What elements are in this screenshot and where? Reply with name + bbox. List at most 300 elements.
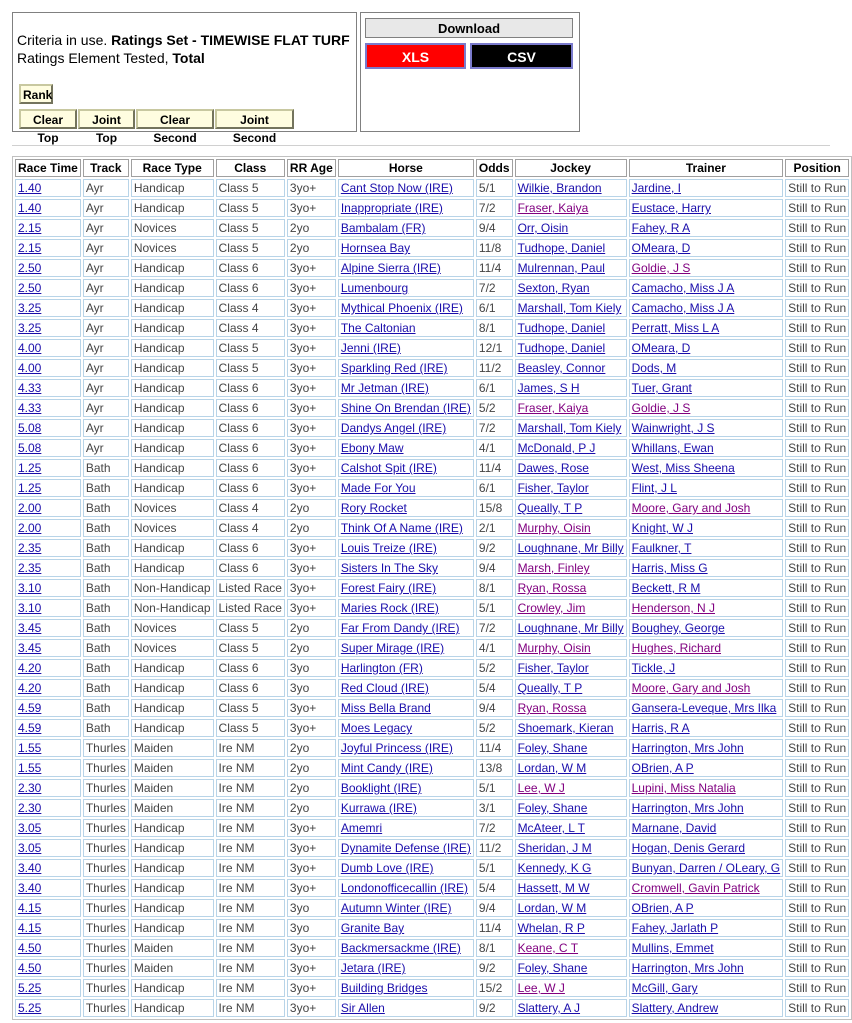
trainer-link[interactable]: Perratt, Miss L A [631,321,720,335]
trainer-link[interactable]: Harris, Miss G [631,561,708,575]
race-time-link[interactable]: 1.55 [18,761,42,775]
cell-jockey [515,459,627,477]
jockey-link[interactable]: Murphy, Oisin [517,641,591,655]
cell-horse [338,919,474,937]
horse-link[interactable]: Shine On Brendan (IRE) [340,401,471,415]
table-row [15,779,849,797]
race-time-link[interactable]: 2.50 [18,261,42,275]
race-time-link[interactable]: 1.55 [18,741,42,755]
horse-link[interactable]: Harlington (FR) [340,661,423,675]
race-time-link[interactable]: 2.35 [18,541,42,555]
horse-link[interactable]: Bambalam (FR) [340,221,426,235]
trainer-link[interactable]: OBrien, A P [631,761,694,775]
jockey-link[interactable]: Hassett, M W [517,881,590,895]
cell-class: Class 6 [216,539,285,557]
race-time-link[interactable]: 4.20 [18,681,42,695]
cell-position: Still to Run [785,179,849,197]
cell-race-type: Handicap [131,179,214,197]
horse-link[interactable]: Jetara (IRE) [340,961,406,975]
cell-odds: 11/4 [476,259,513,277]
cell-race-time [15,359,81,377]
horse-link[interactable]: Dumb Love (IRE) [340,861,434,875]
cell-position: Still to Run [785,459,849,477]
horse-link[interactable]: Sir Allen [340,1001,385,1015]
cell-odds: 13/8 [476,759,513,777]
race-time-link[interactable]: 3.45 [18,641,42,655]
race-time-link[interactable]: 3.40 [18,881,42,895]
race-time-link[interactable]: 4.59 [18,701,42,715]
race-time-link[interactable]: 1.40 [18,181,42,195]
race-time-link[interactable]: 3.10 [18,581,42,595]
column-header-trainer: Trainer [629,159,784,177]
jockey-link[interactable]: Queally, T P [517,681,583,695]
cell-horse [338,659,474,677]
rank-button[interactable]: Rank [19,84,53,104]
race-time-link[interactable]: 3.25 [18,321,42,335]
table-row [15,399,849,417]
cell-odds: 12/1 [476,339,513,357]
cell-trainer [629,859,784,877]
cell-horse [338,539,474,557]
jockey-link[interactable]: Sexton, Ryan [517,281,590,295]
cell-jockey [515,859,627,877]
jockey-link[interactable]: Kennedy, K G [517,861,592,875]
horse-link[interactable]: Made For You [340,481,416,495]
cell-class: Ire NM [216,859,285,877]
table-row [15,619,849,637]
horse-link[interactable]: Calshot Spit (IRE) [340,461,437,475]
cell-track: Bath [83,559,129,577]
table-row [15,679,849,697]
jockey-link[interactable]: Foley, Shane [517,801,588,815]
cell-trainer [629,899,784,917]
cell-race-type: Handicap [131,559,214,577]
race-time-link[interactable]: 2.30 [18,781,42,795]
cell-race-time [15,599,81,617]
table-row [15,699,849,717]
horse-link[interactable]: Alpine Sierra (IRE) [340,261,441,275]
trainer-link[interactable]: Camacho, Miss J A [631,301,735,315]
cell-rr-age: 3yo [287,679,336,697]
horse-link[interactable]: Far From Dandy (IRE) [340,621,460,635]
race-time-link[interactable]: 4.33 [18,381,42,395]
jockey-link[interactable]: Marshall, Tom Kiely [517,301,622,315]
cell-race-type: Novices [131,499,214,517]
cell-rr-age: 3yo+ [287,979,336,997]
cell-odds: 8/1 [476,939,513,957]
cell-trainer [629,339,784,357]
jockey-link[interactable]: Ryan, Rossa [517,701,587,715]
horse-link[interactable]: Granite Bay [340,921,405,935]
jockey-link[interactable]: Whelan, R P [517,921,585,935]
jockey-link[interactable]: Orr, Oisin [517,221,569,235]
cell-rr-age: 3yo+ [287,279,336,297]
cell-horse [338,519,474,537]
cell-race-type: Handicap [131,719,214,737]
cell-race-time [15,519,81,537]
jockey-link[interactable]: Tudhope, Daniel [517,241,606,255]
race-time-link[interactable]: 5.08 [18,421,42,435]
xls-download-button[interactable]: XLS [365,43,466,69]
cell-position: Still to Run [785,739,849,757]
jockey-link[interactable]: Ryan, Rossa [517,581,587,595]
cell-track: Ayr [83,379,129,397]
cell-jockey [515,179,627,197]
horse-link[interactable]: Autumn Winter (IRE) [340,901,452,915]
trainer-link[interactable]: Fahey, R A [631,221,691,235]
horse-link[interactable]: Kurrawa (IRE) [340,801,417,815]
table-row [15,639,849,657]
race-time-link[interactable]: 4.50 [18,941,42,955]
trainer-link[interactable]: OMeara, D [631,341,691,355]
cell-jockey [515,299,627,317]
clear-second-button[interactable]: Clear Second [136,109,214,129]
horse-link[interactable]: Sisters In The Sky [340,561,438,575]
column-header-jockey: Jockey [515,159,627,177]
trainer-link[interactable]: Camacho, Miss J A [631,281,735,295]
race-time-link[interactable]: 2.30 [18,801,42,815]
cell-rr-age: 3yo+ [287,299,336,317]
horse-link[interactable]: Lumenbourg [340,281,409,295]
cell-race-time [15,699,81,717]
cell-track: Bath [83,459,129,477]
race-time-link[interactable]: 5.08 [18,441,42,455]
race-time-link[interactable]: 3.05 [18,821,42,835]
ratings-element: Total [172,50,205,66]
cell-race-type: Handicap [131,699,214,717]
race-time-link[interactable]: 4.15 [18,901,42,915]
jockey-link[interactable]: Marshall, Tom Kiely [517,421,622,435]
trainer-link[interactable]: Gansera-Leveque, Mrs Ilka [631,701,777,715]
trainer-link[interactable]: Slattery, Andrew [631,1001,719,1015]
jockey-link[interactable]: Loughnane, Mr Billy [517,621,624,635]
race-time-link[interactable]: 4.00 [18,361,42,375]
trainer-link[interactable]: Bunyan, Darren / OLeary, G [631,861,781,875]
race-time-link[interactable]: 3.45 [18,621,42,635]
horse-link[interactable]: Inappropriate (IRE) [340,201,443,215]
race-time-link[interactable]: 2.00 [18,521,42,535]
race-time-link[interactable]: 3.10 [18,601,42,615]
horse-link[interactable]: Louis Treize (IRE) [340,541,437,555]
table-row [15,239,849,257]
jockey-link[interactable]: Lordan, W M [517,761,587,775]
jockey-link[interactable]: Lee, W J [517,981,565,995]
jockey-link[interactable]: Crowley, Jim [517,601,586,615]
race-time-link[interactable]: 4.20 [18,661,42,675]
race-time-link[interactable]: 1.25 [18,481,42,495]
trainer-link[interactable]: West, Miss Sheena [631,461,735,475]
cell-jockey [515,399,627,417]
cell-horse [338,899,474,917]
horse-link[interactable]: Building Bridges [340,981,428,995]
cell-horse [338,419,474,437]
cell-track: Bath [83,479,129,497]
jockey-link[interactable]: Wilkie, Brandon [517,181,602,195]
horse-link[interactable]: The Caltonian [340,321,416,335]
race-time-link[interactable]: 2.15 [18,241,42,255]
race-time-link[interactable]: 2.35 [18,561,42,575]
cell-trainer [629,399,784,417]
trainer-link[interactable]: Faulkner, T [631,541,692,555]
trainer-link[interactable]: Tickle, J [631,661,676,675]
cell-class: Class 6 [216,379,285,397]
jockey-link[interactable]: McAteer, L T [517,821,585,835]
jockey-link[interactable]: James, S H [517,381,580,395]
jockey-link[interactable]: Queally, T P [517,501,583,515]
trainer-link[interactable]: Beckett, R M [631,581,701,595]
trainer-link[interactable]: Fahey, Jarlath P [631,921,719,935]
cell-race-type: Novices [131,239,214,257]
trainer-link[interactable]: Lupini, Miss Natalia [631,781,736,795]
horse-link[interactable]: Think Of A Name (IRE) [340,521,463,535]
race-time-link[interactable]: 2.15 [18,221,42,235]
trainer-link[interactable]: OBrien, A P [631,901,694,915]
trainer-link[interactable]: Eustace, Harry [631,201,711,215]
trainer-link[interactable]: Hughes, Richard [631,641,722,655]
cell-race-time [15,899,81,917]
cell-track: Thurles [83,819,129,837]
horse-link[interactable]: Miss Bella Brand [340,701,431,715]
horse-link[interactable]: Sparkling Red (IRE) [340,361,448,375]
trainer-link[interactable]: Whillans, Ewan [631,441,714,455]
cell-jockey [515,919,627,937]
jockey-link[interactable]: Lee, W J [517,781,565,795]
horse-link[interactable]: Hornsea Bay [340,241,411,255]
table-row [15,979,849,997]
horse-link[interactable]: Mr Jetman (IRE) [340,381,429,395]
cell-race-type: Handicap [131,419,214,437]
cell-jockey [515,839,627,857]
horse-link[interactable]: Londonofficecallin (IRE) [340,881,468,895]
cell-class: Ire NM [216,759,285,777]
cell-position: Still to Run [785,219,849,237]
cell-race-time [15,559,81,577]
cell-track: Bath [83,599,129,617]
jockey-link[interactable]: Shoemark, Kieran [517,721,614,735]
trainer-link[interactable]: Dods, M [631,361,677,375]
cell-track: Ayr [83,199,129,217]
cell-trainer [629,499,784,517]
cell-rr-age: 3yo+ [287,539,336,557]
cell-class: Class 6 [216,479,285,497]
cell-race-time [15,999,81,1017]
trainer-link[interactable]: Harrington, Mrs John [631,961,744,975]
cell-race-type: Maiden [131,959,214,977]
cell-trainer [629,319,784,337]
cell-track: Thurles [83,899,129,917]
trainer-link[interactable]: Tuer, Grant [631,381,692,395]
trainer-link[interactable]: Marnane, David [631,821,717,835]
horse-link[interactable]: Rory Rocket [340,501,407,515]
joint-second-button[interactable]: Joint Second [215,109,294,129]
cell-track: Thurles [83,919,129,937]
cell-race-type: Maiden [131,779,214,797]
cell-race-type: Handicap [131,979,214,997]
trainer-link[interactable]: Moore, Gary and Josh [631,681,751,695]
race-time-link[interactable]: 2.50 [18,281,42,295]
cell-trainer [629,639,784,657]
cell-track: Ayr [83,319,129,337]
trainer-link[interactable]: Harrington, Mrs John [631,801,744,815]
table-row [15,879,849,897]
cell-rr-age: 2yo [287,499,336,517]
race-time-link[interactable]: 1.40 [18,201,42,215]
jockey-link[interactable]: Mulrennan, Paul [517,261,605,275]
jockey-link[interactable]: Fisher, Taylor [517,481,589,495]
cell-class: Class 6 [216,559,285,577]
cell-rr-age: 3yo+ [287,599,336,617]
jockey-link[interactable]: Slattery, A J [517,1001,581,1015]
cell-race-type: Non-Handicap [131,599,214,617]
race-time-link[interactable]: 4.15 [18,921,42,935]
cell-race-type: Maiden [131,799,214,817]
cell-trainer [629,979,784,997]
race-time-link[interactable]: 4.50 [18,961,42,975]
cell-odds: 7/2 [476,819,513,837]
cell-track: Bath [83,639,129,657]
trainer-link[interactable]: Wainwright, J S [631,421,715,435]
cell-track: Ayr [83,239,129,257]
cell-race-type: Handicap [131,659,214,677]
horse-link[interactable]: Backmersackme (IRE) [340,941,461,955]
trainer-link[interactable]: Hogan, Denis Gerard [631,841,746,855]
jockey-link[interactable]: Foley, Shane [517,741,588,755]
race-time-link[interactable]: 4.33 [18,401,42,415]
jockey-link[interactable]: Murphy, Oisin [517,521,591,535]
jockey-link[interactable]: Keane, C T [517,941,579,955]
cell-position: Still to Run [785,259,849,277]
cell-class: Class 6 [216,419,285,437]
cell-trainer [629,919,784,937]
cell-race-time [15,179,81,197]
jockey-link[interactable]: Marsh, Finley [517,561,590,575]
cell-rr-age: 3yo+ [287,199,336,217]
horse-link[interactable]: Dandys Angel (IRE) [340,421,447,435]
trainer-link[interactable]: Goldie, J S [631,261,691,275]
jockey-link[interactable]: Lordan, W M [517,901,587,915]
trainer-link[interactable]: Moore, Gary and Josh [631,501,751,515]
table-row [15,899,849,917]
horse-link[interactable]: Red Cloud (IRE) [340,681,429,695]
cell-odds: 4/1 [476,639,513,657]
table-row [15,739,849,757]
race-time-link[interactable]: 2.00 [18,501,42,515]
trainer-link[interactable]: Jardine, I [631,181,681,195]
race-time-link[interactable]: 5.25 [18,1001,42,1015]
jockey-link[interactable]: Foley, Shane [517,961,588,975]
cell-position: Still to Run [785,479,849,497]
race-time-link[interactable]: 3.40 [18,861,42,875]
horse-link[interactable]: Maries Rock (IRE) [340,601,439,615]
horse-link[interactable]: Mint Candy (IRE) [340,761,433,775]
cell-odds: 11/4 [476,459,513,477]
jockey-link[interactable]: Fraser, Kaiya [517,401,589,415]
jockey-link[interactable]: Sheridan, J M [517,841,592,855]
trainer-link[interactable]: Harris, R A [631,721,690,735]
cell-horse [338,679,474,697]
horse-link[interactable]: Amemri [340,821,383,835]
cell-position: Still to Run [785,339,849,357]
cell-trainer [629,699,784,717]
race-time-link[interactable]: 1.25 [18,461,42,475]
horse-link[interactable]: Dynamite Defense (IRE) [340,841,471,855]
cell-position: Still to Run [785,839,849,857]
cell-race-time [15,299,81,317]
cell-horse [338,979,474,997]
race-time-link[interactable]: 4.59 [18,721,42,735]
horse-link[interactable]: Super Mirage (IRE) [340,641,445,655]
trainer-link[interactable]: McGill, Gary [631,981,698,995]
trainer-link[interactable]: Boughey, George [631,621,725,635]
trainer-link[interactable]: Harrington, Mrs John [631,741,744,755]
horse-link[interactable]: Ebony Maw [340,441,404,455]
race-time-link[interactable]: 3.05 [18,841,42,855]
jockey-link[interactable]: Beasley, Connor [517,361,606,375]
horse-link[interactable]: Joyful Princess (IRE) [340,741,453,755]
trainer-link[interactable]: Flint, J L [631,481,677,495]
trainer-link[interactable]: OMeara, D [631,241,691,255]
csv-download-button[interactable]: CSV [470,43,573,69]
cell-trainer [629,279,784,297]
jockey-link[interactable]: McDonald, P J [517,441,596,455]
race-time-link[interactable]: 4.00 [18,341,42,355]
race-time-link[interactable]: 5.25 [18,981,42,995]
cell-horse [338,319,474,337]
trainer-link[interactable]: Cromwell, Gavin Patrick [631,881,760,895]
clear-top-button[interactable]: Clear Top [19,109,77,129]
cell-race-time [15,959,81,977]
cell-race-type: Handicap [131,679,214,697]
column-header-track: Track [83,159,129,177]
cell-jockey [515,219,627,237]
horse-link[interactable]: Cant Stop Now (IRE) [340,181,453,195]
cell-rr-age: 3yo+ [287,479,336,497]
jockey-link[interactable]: Dawes, Rose [517,461,589,475]
cell-horse [338,379,474,397]
horse-link[interactable]: Moes Legacy [340,721,413,735]
cell-class: Ire NM [216,839,285,857]
jockey-link[interactable]: Fisher, Taylor [517,661,589,675]
trainer-link[interactable]: Henderson, N J [631,601,715,615]
horse-link[interactable]: Forest Fairy (IRE) [340,581,437,595]
jockey-link[interactable]: Loughnane, Mr Billy [517,541,624,555]
joint-top-button[interactable]: Joint Top [78,109,135,129]
cell-trainer [629,619,784,637]
trainer-link[interactable]: Goldie, J S [631,401,691,415]
horse-link[interactable]: Mythical Phoenix (IRE) [340,301,463,315]
jockey-link[interactable]: Tudhope, Daniel [517,341,606,355]
table-row [15,659,849,677]
cell-class: Class 6 [216,259,285,277]
horse-link[interactable]: Booklight (IRE) [340,781,422,795]
trainer-link[interactable]: Knight, W J [631,521,693,535]
race-time-link[interactable]: 3.25 [18,301,42,315]
cell-odds: 11/4 [476,739,513,757]
jockey-link[interactable]: Tudhope, Daniel [517,321,606,335]
horse-link[interactable]: Jenni (IRE) [340,341,401,355]
cell-track: Bath [83,499,129,517]
cell-trainer [629,719,784,737]
table-row [15,959,849,977]
cell-rr-age: 3yo+ [287,179,336,197]
cell-track: Bath [83,539,129,557]
table-row [15,579,849,597]
trainer-link[interactable]: Mullins, Emmet [631,941,714,955]
jockey-link[interactable]: Fraser, Kaiya [517,201,589,215]
cell-race-time [15,419,81,437]
cell-horse [338,339,474,357]
cell-position: Still to Run [785,819,849,837]
